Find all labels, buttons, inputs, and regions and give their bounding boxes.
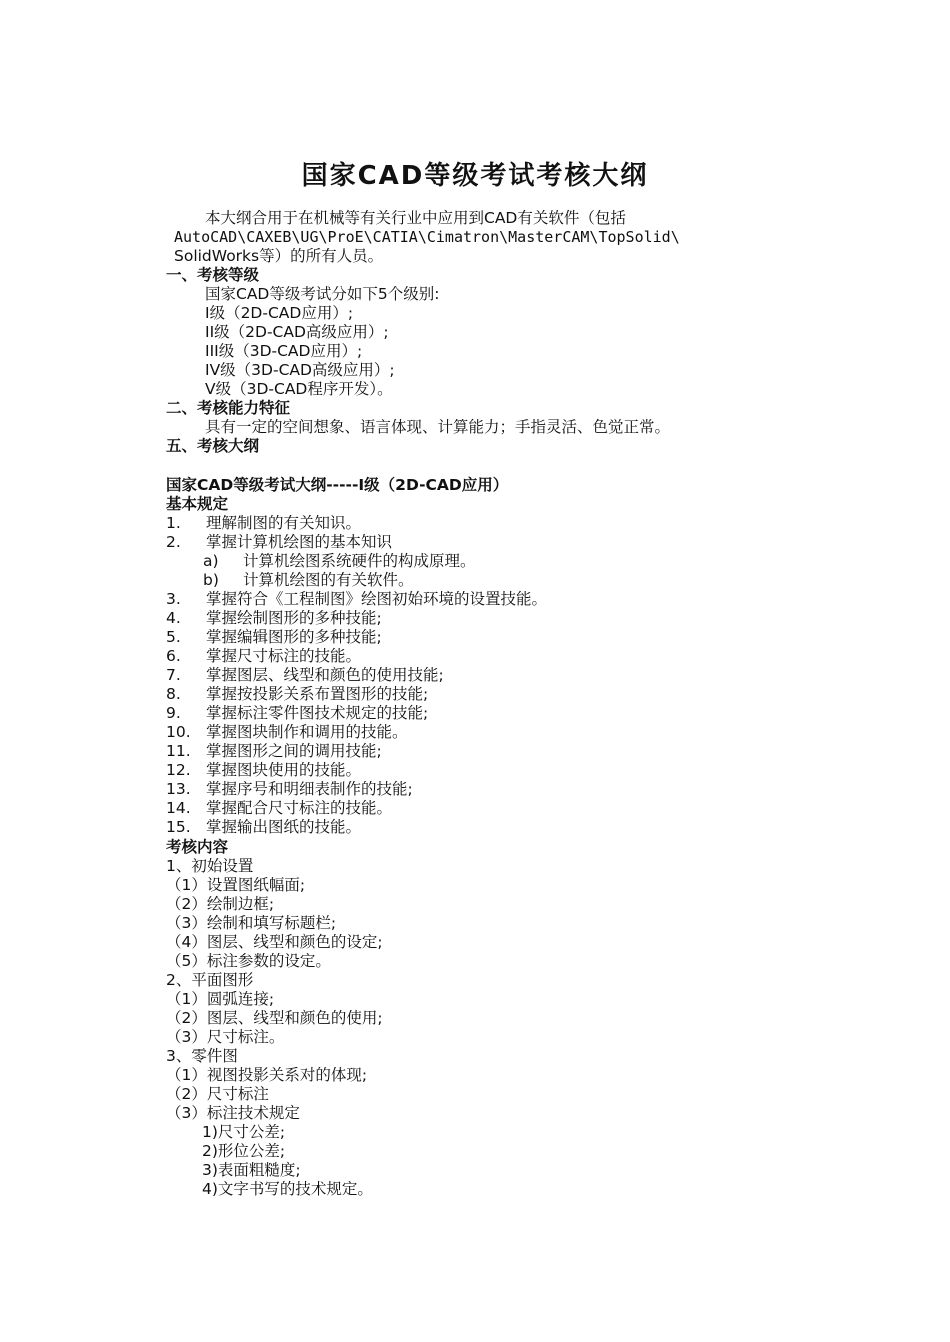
list-item [166,742,382,761]
list-item [166,533,392,552]
list-subitem [203,571,414,590]
list-item [166,609,382,628]
content-item: （2）绘制边框; [166,895,275,913]
list-item [166,628,382,647]
level-item: ⅠⅠⅠ级（3D-CAD应用）; [205,342,363,360]
level-item: ⅠV级（3D-CAD高级应用）; [205,361,395,379]
level-item: V级（3D-CAD程序开发）。 [205,380,393,398]
list-text: 掌握序号和明细表制作的技能; [206,780,413,798]
list-item [166,647,361,666]
content-subitem: 4)文字书写的技术规定。 [202,1180,373,1198]
section-2-text: 具有一定的空间想象、语言体现、计算能力；手指灵活、色觉正常。 [205,418,671,436]
list-number: 13. [166,780,191,798]
content-item: （3）标注技术规定 [166,1104,300,1122]
content-item: （2）尺寸标注 [166,1085,269,1103]
list-number: 4. [166,609,181,627]
list-item [166,780,413,799]
content-section: 3、零件图 [166,1047,238,1065]
list-item [166,590,547,609]
intro-line-3: SolidWorks等）的所有人员。 [174,247,384,265]
outline-heading: 国家CAD等级考试大纲-----Ⅰ级（2D-CAD应用） [166,476,509,494]
level-item: ⅠⅠ级（2D-CAD高级应用）; [205,323,389,341]
list-item [166,761,361,780]
section-2-heading: 二、考核能力特征 [166,399,291,417]
intro-line-2: AutoCAD\CAXEB\UG\ProE\CATIA\Cimatron\MasterCAM\TopSolid\ [174,228,680,246]
list-number: 14. [166,799,191,817]
content-item: （1）圆弧连接; [166,990,275,1008]
list-item [166,818,361,837]
exam-content-heading: 考核内容 [166,838,229,856]
list-text: 掌握按投影关系布置图形的技能; [206,685,429,703]
list-number: 11. [166,742,191,760]
list-text: 掌握配合尺寸标注的技能。 [206,799,393,817]
list-text: 掌握符合《工程制图》绘图初始环境的设置技能。 [206,590,548,608]
list-number: 8. [166,685,181,703]
content-subitem: 3)表面粗糙度; [202,1161,301,1179]
basic-requirements-heading: 基本规定 [166,495,229,513]
list-number: 5. [166,628,181,646]
list-item [166,685,428,704]
section-5-heading: 五、考核大纲 [166,437,260,455]
content-subitem: 2)形位公差; [202,1142,286,1160]
list-item [166,514,361,533]
list-number: 2. [166,533,181,551]
list-text: 掌握图形之间的调用技能; [206,742,382,760]
section-1-heading: 一、考核等级 [166,266,260,284]
list-number: 15. [166,818,191,836]
list-text: 掌握编辑图形的多种技能; [206,628,382,646]
content-item: （2）图层、线型和颜色的使用; [166,1009,383,1027]
list-text: 掌握图块使用的技能。 [206,761,362,779]
content-item: （5）标注参数的设定。 [166,952,331,970]
list-number: 1. [166,514,181,532]
list-text: 掌握尺寸标注的技能。 [206,647,362,665]
list-text: 理解制图的有关知识。 [206,514,362,532]
list-item [166,666,444,685]
content-item: （1）视图投影关系对的体现; [166,1066,368,1084]
list-letter: b) [203,571,219,589]
list-number: 9. [166,704,181,722]
document-title: 国家CAD等级考试考核大纲 [301,161,649,191]
list-subitem [203,552,476,571]
list-text: 计算机绘图系统硬件的构成原理。 [243,552,476,570]
content-item: （1）设置图纸幅面; [166,876,306,894]
list-text: 掌握计算机绘图的基本知识 [206,533,393,551]
content-item: （3）绘制和填写标题栏; [166,914,337,932]
content-section: 2、平面图形 [166,971,254,989]
list-item [166,723,408,742]
list-text: 掌握输出图纸的技能。 [206,818,362,836]
intro-line-1: 本大纲合用于在机械等有关行业中应用到CAD有关软件（包括 [205,209,626,227]
list-text: 掌握标注零件图技术规定的技能; [206,704,429,722]
section-1-lead: 国家CAD等级考试分如下5个级别: [205,285,440,303]
list-item [166,704,428,723]
list-text: 掌握图层、线型和颜色的使用技能; [206,666,444,684]
list-number: 3. [166,590,181,608]
list-text: 计算机绘图的有关软件。 [243,571,414,589]
content-section: 1、初始设置 [166,857,254,875]
list-number: 10. [166,723,191,741]
content-item: （3）尺寸标注。 [166,1028,285,1046]
content-item: （4）图层、线型和颜色的设定; [166,933,383,951]
list-number: 6. [166,647,181,665]
list-text: 掌握图块制作和调用的技能。 [206,723,408,741]
level-item: Ⅰ级（2D-CAD应用）; [205,304,354,322]
list-item [166,799,392,818]
list-number: 12. [166,761,191,779]
content-subitem: 1)尺寸公差; [202,1123,286,1141]
list-text: 掌握绘制图形的多种技能; [206,609,382,627]
list-number: 7. [166,666,181,684]
list-letter: a) [203,552,219,570]
